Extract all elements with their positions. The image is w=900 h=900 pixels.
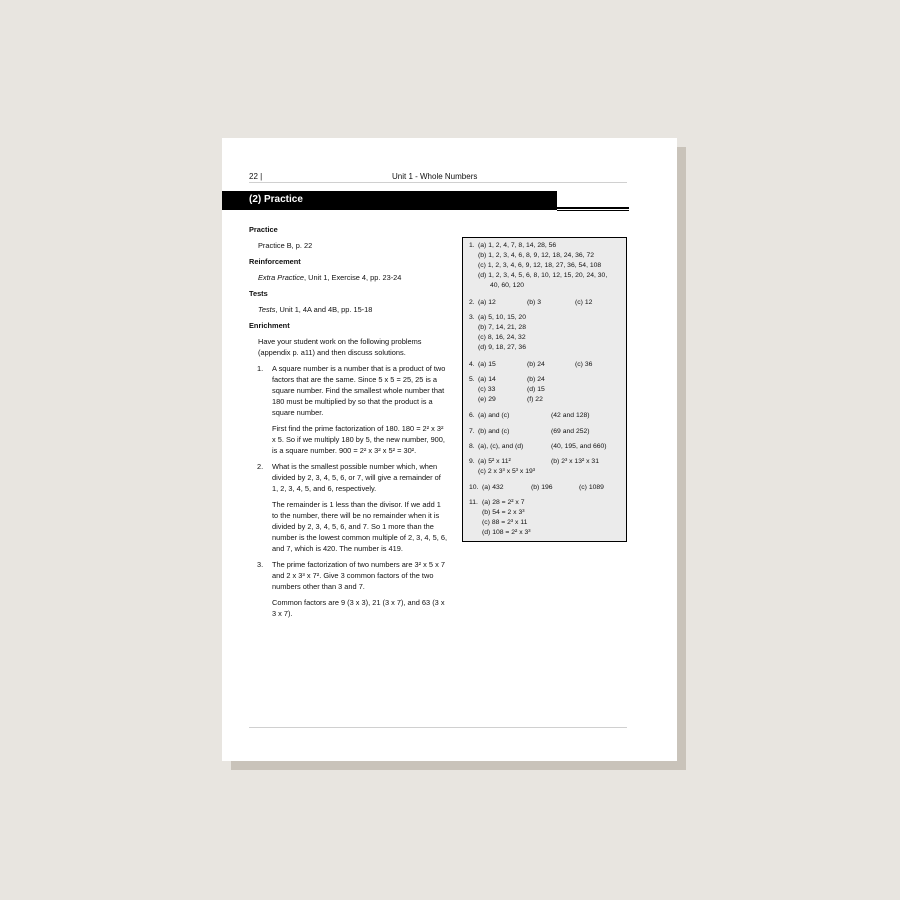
reinforcement-book: Extra Practice [258, 273, 305, 282]
problem-answer: The remainder is 1 less than the divisor. If we add 1 to the number, there will be no remainder when it is divided by 2, 3, 4, 5, 6, and 7. So 1 more than the number is the lowest common multiple of 2, 3, 4, 5, 6, and 7, which is 420. The number is 419. [272, 500, 447, 553]
section-title: (2) Practice [249, 194, 303, 205]
answer-part: (c) 8, 16, 24, 32 [478, 334, 526, 341]
answer-part: (d) 15 [527, 386, 545, 393]
problem-number: 3. [257, 560, 264, 569]
problem-answer: Common factors are 9 (3 x 3), 21 (3 x 7), and 63 (3 x 3 x 7). [272, 598, 445, 618]
section-title-bar [222, 191, 557, 210]
answer-number: 4. [469, 361, 475, 368]
practice-item: Practice B, p. 22 [258, 241, 313, 250]
answer-part: (c) 33 [478, 386, 496, 393]
answer-11 [469, 498, 627, 538]
answer-part: (c) 12 [575, 299, 593, 306]
answer-part: (b) 24 [527, 361, 545, 368]
answer-number: 5. [469, 376, 475, 383]
problem-answer: First find the prime factorization of 180. 180 = 2² x 3² x 5. So if we multiply 180 by 5, the new number, 900, is a square number. 900 = 2² x 3² x 5² = 30². [272, 424, 445, 455]
answer-part: (b) 1, 2, 3, 4, 6, 8, 9, 12, 18, 24, 36, 72 [478, 252, 595, 259]
answer-part: (d) 108 = 2² x 3³ [482, 529, 531, 536]
answer-part: (42 and 128) [551, 412, 590, 419]
answer-part: (a) and (c) [478, 412, 510, 419]
answer-part: (b) 24 [527, 376, 545, 383]
answer-part: (c) 88 = 2³ x 11 [482, 519, 528, 526]
document-page [222, 138, 677, 761]
answer-number: 2. [469, 299, 475, 306]
answer-part: (69 and 252) [551, 428, 590, 435]
answer-part: (a), (c), and (d) [478, 443, 524, 450]
reinforcement-heading: Reinforcement [249, 257, 301, 266]
problem-item [249, 461, 449, 554]
title-rule-thin [557, 210, 629, 211]
answer-number: 9. [469, 458, 475, 465]
answer-part: (b) 196 [531, 484, 553, 491]
answer-number: 3. [469, 314, 475, 321]
answer-number: 11. [469, 499, 478, 506]
answer-part: (d) 9, 18, 27, 36 [478, 344, 526, 351]
answer-part: (b) and (c) [478, 428, 510, 435]
practice-heading: Practice [249, 225, 278, 234]
problem-number: 1. [257, 364, 264, 373]
answer-part: (a) 28 = 2² x 7 [482, 499, 525, 506]
answer-part: (a) 5² x 11² [478, 458, 511, 465]
header-rule [249, 182, 627, 183]
answer-part: (c) 1, 2, 3, 4, 6, 9, 12, 18, 27, 36, 54, 108 [478, 262, 602, 269]
tests-book: Tests [258, 305, 276, 314]
answer-part: (c) 1089 [579, 484, 604, 491]
answer-part: (e) 29 [478, 396, 496, 403]
unit-title: Unit 1 - Whole Numbers [392, 172, 478, 181]
reinforcement-item [258, 272, 449, 283]
tests-detail: , Unit 1, 4A and 4B, pp. 15-18 [275, 305, 373, 314]
answer-part: (d) 1, 2, 3, 4, 5, 6, 8, 10, 12, 15, 20, 24, 30, [478, 272, 608, 279]
reinforcement-detail: , Unit 1, Exercise 4, pp. 23-24 [304, 273, 402, 282]
lesson-column [249, 224, 449, 624]
problem-question: A square number is a number that is a product of two factors that are the same. Since 5 x 5 = 25, 25 is a square number. Find the smallest whole number that 180 must be multiplied by so that the product is a square number. [272, 364, 446, 417]
page-number: 22 | [249, 172, 263, 181]
answer-number: 7. [469, 428, 475, 435]
answer-number: 1. [469, 242, 475, 249]
answer-part: (a) 1, 2, 4, 7, 8, 14, 28, 56 [478, 242, 557, 249]
answer-part: (b) 2³ x 13² x 31 [551, 458, 599, 465]
answer-part: (40, 195, and 660) [551, 443, 607, 450]
tests-item [258, 304, 449, 315]
answer-number: 6. [469, 412, 475, 419]
answer-1 [469, 241, 627, 291]
problem-number: 2. [257, 462, 264, 471]
answer-part: (b) 7, 14, 21, 28 [478, 324, 526, 331]
answer-part: (a) 14 [478, 376, 496, 383]
answer-part: (a) 12 [478, 299, 496, 306]
problem-question: What is the smallest possible number which, when divided by 2, 3, 4, 5, 6, or 7, will give a remainder of 1, 2, 3, 4, 5, and 6, respectively. [272, 462, 441, 493]
answer-number: 8. [469, 443, 475, 450]
answer-part: (a) 15 [478, 361, 496, 368]
enrichment-heading: Enrichment [249, 321, 290, 330]
answer-key-box [462, 237, 627, 542]
enrichment-intro: Have your student work on the following problems (appendix p. a11) and then discuss solutions. [258, 337, 422, 357]
answer-part: (c) 2 x 3³ x 5³ x 19³ [478, 468, 536, 475]
answer-part: (f) 22 [527, 396, 543, 403]
problem-item [249, 363, 449, 456]
answer-part: (b) 54 = 2 x 3³ [482, 509, 525, 516]
footer-rule [249, 727, 627, 728]
answer-part: 40, 60, 120 [490, 282, 525, 289]
answer-number: 10. [469, 484, 479, 491]
problem-item [249, 559, 449, 619]
answer-part: (a) 5, 10, 15, 20 [478, 314, 526, 321]
tests-heading: Tests [249, 289, 268, 298]
answer-part: (b) 3 [527, 299, 541, 306]
title-rule-thick [557, 207, 629, 209]
problem-question: The prime factorization of two numbers are 3² x 5 x 7 and 2 x 3³ x 7². Give 3 common factors of the two numbers other than 3 and 7. [272, 560, 445, 591]
answer-part: (a) 432 [482, 484, 504, 491]
answer-3 [469, 313, 627, 353]
answer-part: (c) 36 [575, 361, 593, 368]
